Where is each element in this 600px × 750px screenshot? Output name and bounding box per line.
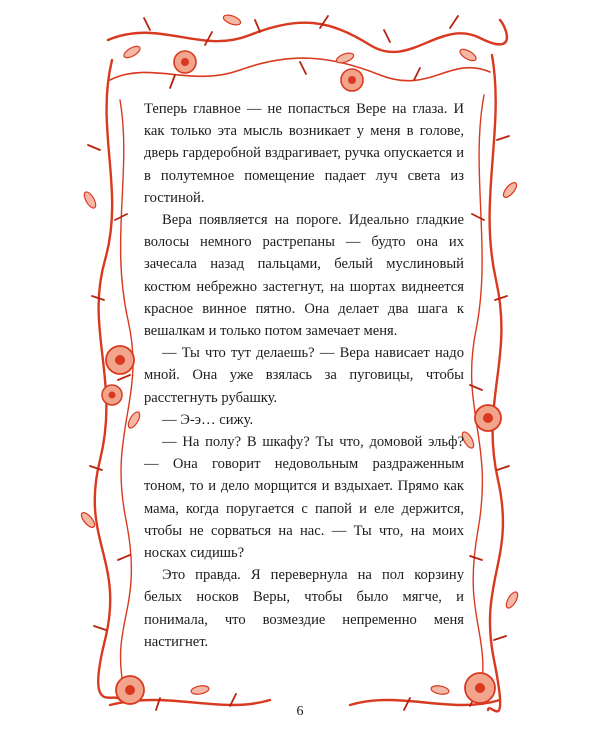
left-vine — [95, 60, 120, 700]
page-number: 6 — [296, 704, 304, 719]
flower-left-lower — [102, 385, 122, 405]
flower-top-left — [174, 51, 196, 73]
flower-top-right — [341, 69, 363, 91]
paragraph: Теперь главное — не попасться Вере на глаза. И как только эта мысль возникает у меня в голове, дверь гардеробной вздрагивает, ручка опускается и в полутемное помещение падает луч света из гостиной. — [144, 101, 464, 206]
flower-bottom-left — [116, 676, 144, 704]
flower-right-middle — [475, 405, 501, 431]
top-vine — [108, 20, 507, 52]
paragraph: Вера появляется на пороге. Идеально гладкие волосы немного растрепаны — будто она их зачесала назад пальцами, белый муслиновый костюм небрежно застегнут, на шортах виднеется красное винное пятно. Она делает два шага к вешалкам и только потом замечает меня. — [144, 212, 464, 340]
right-vine — [488, 55, 503, 711]
paragraph: — Ты что тут делаешь? — Вера нависает надо мной. Она уже взялась за пуговицы, чтобы расстегнуть рубашку. — [144, 345, 464, 406]
paragraph: — Э-э… сижу. — [162, 411, 254, 428]
paragraph: — На полу? В шкафу? Ты что, домовой эльф? — Она говорит недовольным раздраженным тоном, то и дело морщится и вздыхает. Прямо как мама, когда поругается с папой и еле держится, чтобы не сорваться на нас. — Ты что, на моих носках сидишь? — [144, 434, 464, 562]
flower-bottom-right — [465, 673, 495, 703]
paragraph: Это правда. Я перевернула на пол корзину белых носков Веры, чтобы было мягче, и понимала, что возмездие непременно меня настигнет. — [144, 567, 464, 650]
main-text — [144, 98, 464, 653]
flower-left-middle — [106, 346, 134, 374]
right-vine-inner — [472, 95, 484, 700]
